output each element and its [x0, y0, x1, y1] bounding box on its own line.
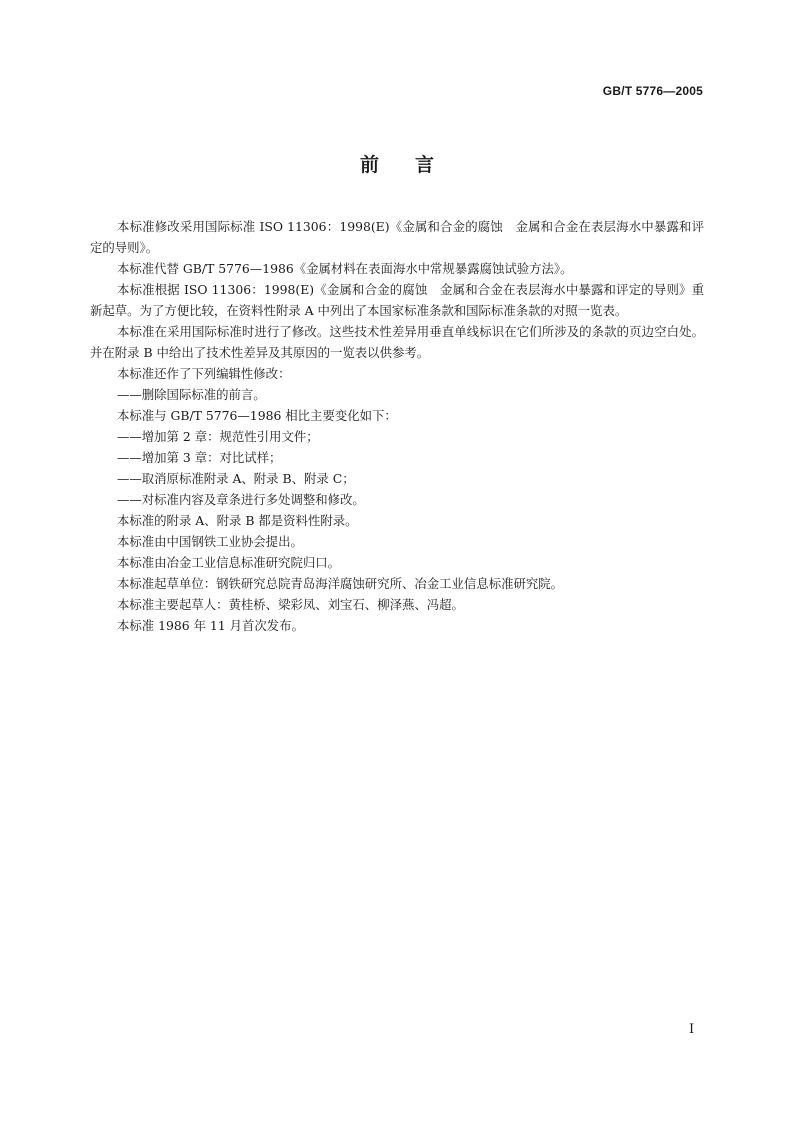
paragraph-editorial-intro: 本标准还作了下列编辑性修改： — [117, 366, 291, 381]
paragraph-first-issued: 本标准 1986 年 11 月首次发布。 — [117, 618, 304, 633]
paragraph-centralized-by: 本标准由冶金工业信息标准研究院归口。 — [117, 555, 341, 570]
list-item: ——增加第 3 章：对比试样； — [117, 450, 282, 465]
list-item: ——对标准内容及章条进行多处调整和修改。 — [117, 492, 365, 507]
page-number: I — [689, 1022, 695, 1037]
paragraph-replaces: 本标准代替 GB/T 5776—1986《金属材料在表面海水中常规暴露腐蚀试验方法》。 — [117, 261, 573, 276]
foreword-body — [90, 216, 704, 636]
paragraph-adoption: 本标准修改采用国际标准 ISO 11306：1998(E)《金属和合金的腐蚀 金属和合金在表层海水中暴露和评定的导则》。 — [90, 219, 704, 255]
paragraph-drafters: 本标准主要起草人：黄桂桥、梁彩凤、刘宝石、柳泽燕、冯超。 — [117, 597, 464, 612]
paragraph-proposed-by: 本标准由中国钢铁工业协会提出。 — [117, 534, 303, 549]
page-title: 前言 — [359, 154, 470, 176]
paragraph-modifications: 本标准在采用国际标准时进行了修改。这些技术性差异用垂直单线标识在它们所涉及的条款的页边空白处。并在附录 B 中给出了技术性差异及其原因的一览表以供参考。 — [90, 324, 704, 360]
paragraph-drafting-basis: 本标准根据 ISO 11306：1998(E)《金属和合金的腐蚀 金属和合金在表层海水中暴露和评定的导则》重新起草。为了方便比较，在资料性附录 A 中列出了本国家标准条款和国际标准条款的对照一览表。 — [90, 282, 704, 318]
list-item: ——取消原标准附录 A、附录 B、附录 C； — [117, 471, 355, 486]
paragraph-drafting-units: 本标准起草单位：钢铁研究总院青岛海洋腐蚀研究所、冶金工业信息标准研究院。 — [117, 576, 564, 591]
paragraph-changes-intro: 本标准与 GB/T 5776—1986 相比主要变化如下： — [117, 408, 397, 423]
paragraph-annexes: 本标准的附录 A、附录 B 都是资料性附录。 — [117, 513, 358, 528]
list-item: ——删除国际标准的前言。 — [117, 387, 266, 402]
list-item: ——增加第 2 章：规范性引用文件； — [117, 429, 319, 444]
standard-code: GB/T 5776—2005 — [602, 84, 703, 98]
